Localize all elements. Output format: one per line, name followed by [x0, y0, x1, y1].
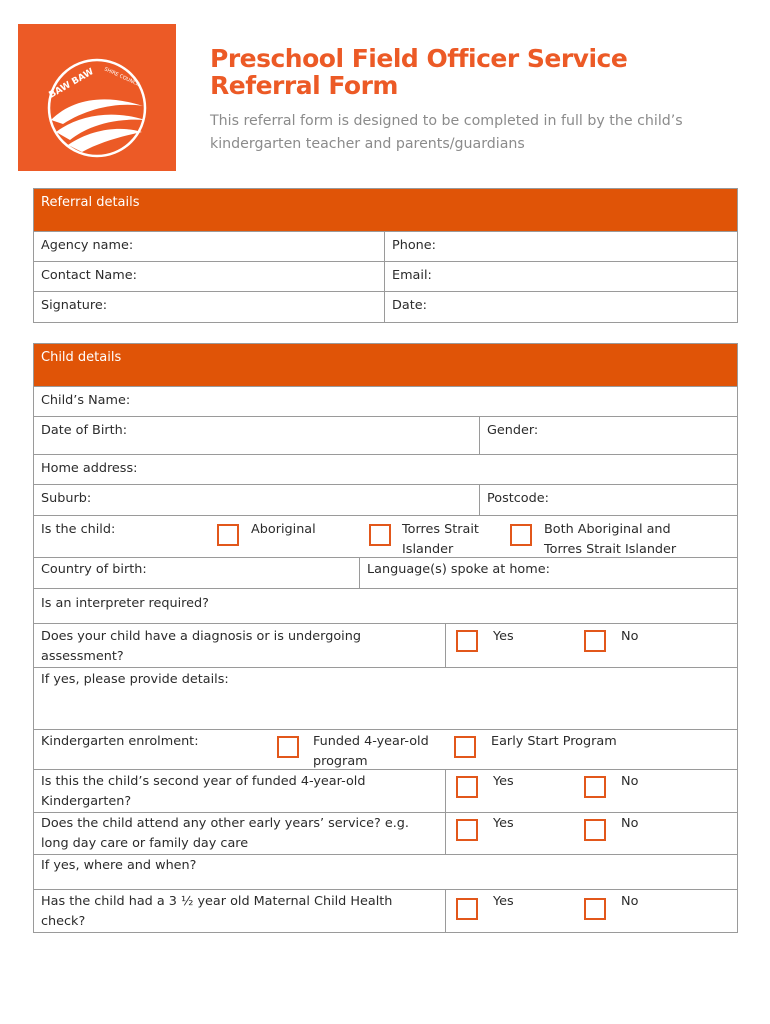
date-field[interactable]: Date: [385, 292, 738, 323]
indigenous-status-row [34, 516, 738, 558]
funded-program-checkbox[interactable] [277, 736, 299, 758]
home-address-field[interactable]: Home address: [34, 455, 738, 485]
both-checkbox[interactable] [510, 524, 532, 546]
childs-name-field[interactable]: Child’s Name: [34, 387, 738, 417]
agency-name-field[interactable]: Agency name: [34, 232, 385, 262]
suburb-field[interactable]: Suburb: [34, 485, 480, 516]
email-field[interactable]: Email: [385, 262, 738, 292]
wave-hills-icon [18, 24, 176, 171]
council-logo [18, 24, 176, 171]
diagnosis-details-field[interactable]: If yes, please provide details: [34, 668, 738, 730]
contact-name-field[interactable]: Contact Name: [34, 262, 385, 292]
postcode-field[interactable]: Postcode: [480, 485, 738, 516]
second-year-no-checkbox[interactable] [584, 776, 606, 798]
other-service-question: Does the child attend any other early years’ service? e.g. long day care or family day care [34, 813, 446, 855]
torres-strait-checkbox[interactable] [369, 524, 391, 546]
aboriginal-label: Aboriginal [251, 522, 316, 537]
second-year-yes-checkbox[interactable] [456, 776, 478, 798]
diagnosis-question: Does your child have a diagnosis or is undergoing assessment? [34, 624, 446, 668]
diagnosis-yes-checkbox[interactable] [456, 630, 478, 652]
aboriginal-checkbox[interactable] [217, 524, 239, 546]
early-start-label: Early Start Program [491, 734, 617, 749]
mch-yes-checkbox[interactable] [456, 898, 478, 920]
phone-field[interactable]: Phone: [385, 232, 738, 262]
yes-label: Yes [493, 894, 514, 909]
interpreter-field[interactable]: Is an interpreter required? [34, 589, 738, 624]
other-service-yes-checkbox[interactable] [456, 819, 478, 841]
diagnosis-no-checkbox[interactable] [584, 630, 606, 652]
date-of-birth-field[interactable]: Date of Birth: [34, 417, 480, 455]
no-label: No [621, 816, 639, 831]
second-year-options [446, 770, 738, 813]
funded-program-label: Funded 4-year-old program [313, 734, 429, 769]
yes-label: Yes [493, 629, 514, 644]
referral-details-table [33, 188, 738, 323]
page-title: Preschool Field Officer Service Referral Form [210, 44, 628, 100]
both-label: Both Aboriginal and Torres Strait Islander [544, 522, 677, 557]
page-subtitle: This referral form is designed to be completed in full by the child’s kindergarten teacher and parents/guardians [210, 113, 683, 152]
signature-field[interactable]: Signature: [34, 292, 385, 323]
second-year-question: Is this the child’s second year of funded 4-year-old Kindergarten? [34, 770, 446, 813]
is-the-child-label: Is the child: [41, 522, 116, 537]
diagnosis-options [446, 624, 738, 668]
no-label: No [621, 894, 639, 909]
svg-text:SHIRE COUNCIL: SHIRE COUNCIL [103, 66, 142, 89]
other-service-no-checkbox[interactable] [584, 819, 606, 841]
section-heading: Referral details [34, 189, 738, 232]
torres-strait-label: Torres Strait Islander [402, 522, 479, 557]
mch-check-options [446, 890, 738, 933]
country-of-birth-field[interactable]: Country of birth: [34, 558, 360, 589]
kindergarten-enrolment-row [34, 730, 738, 770]
logo-text: BAW BAW [47, 67, 96, 101]
mch-no-checkbox[interactable] [584, 898, 606, 920]
child-details-table [33, 343, 738, 933]
no-label: No [621, 774, 639, 789]
kindergarten-enrolment-label: Kindergarten enrolment: [41, 734, 199, 749]
early-start-checkbox[interactable] [454, 736, 476, 758]
mch-check-question: Has the child had a 3 ½ year old Maternal Child Health check? [34, 890, 446, 933]
yes-label: Yes [493, 774, 514, 789]
no-label: No [621, 629, 639, 644]
other-service-options [446, 813, 738, 855]
gender-field[interactable]: Gender: [480, 417, 738, 455]
language-field[interactable]: Language(s) spoke at home: [360, 558, 738, 589]
yes-label: Yes [493, 816, 514, 831]
section-heading: Child details [34, 344, 738, 387]
where-and-when-field[interactable]: If yes, where and when? [34, 855, 738, 890]
